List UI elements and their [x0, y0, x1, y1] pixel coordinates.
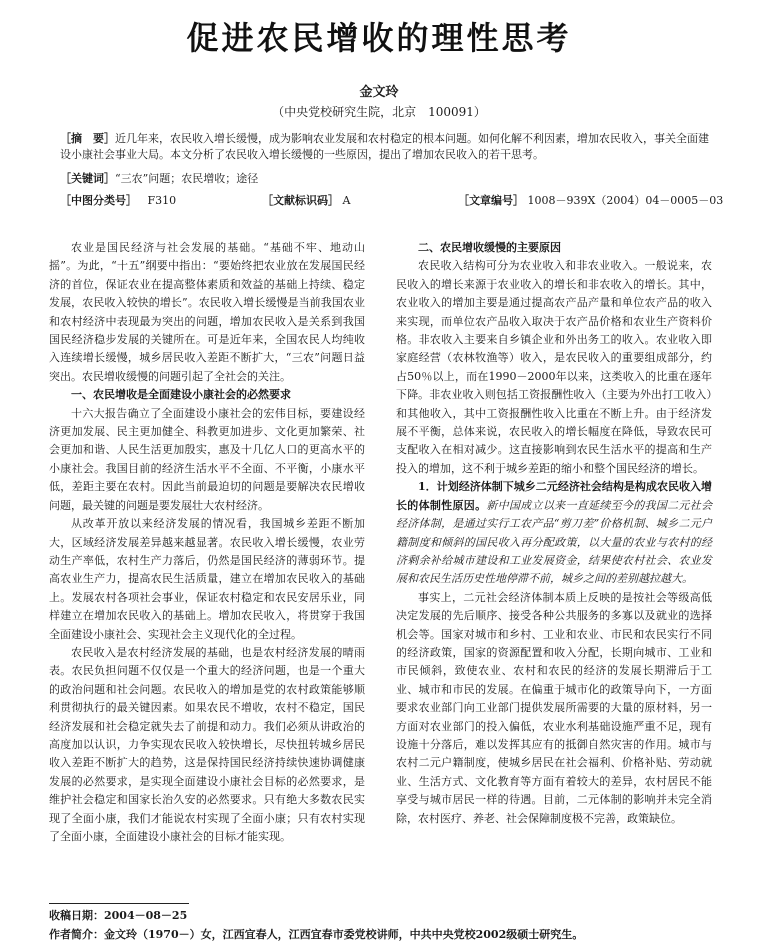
- keywords: [60, 171, 258, 187]
- body-paragraph: 农民收入结构可分为农业收入和非农业收入。一般说来，农民收入的增长来源于农业收入的增长和非农收入的增长。其中，农业收入的增加主要是通过提高农产品产量和单位农产品的收入来实现，而单位农产品收入取决于农产品价格和农业生产资料价格。非农收入主要来自乡镇企业和外出务工的收入。农业收入即家庭经营（农林牧渔等）收入，是农民收入的重要组成部分，约占50％以上，而在1990－2000年以来，这类收入的比重在逐年下降。非农业收入则包括工资报酬性收入（主要为外出打工收入）和其他收入，其中工资报酬性收入比重在不断上升。由于经济发展不平衡，总体来说，农民收入的增长幅度在降低，导致农民可支配收入在相对减少。这直接影响到农民生活水平的提高和生产投入的增加，这不利于城乡差距的缩小和整个国民经济的增长。: [396, 259, 712, 475]
- keywords-text: “三农”问题；农民增收；途径: [115, 172, 259, 185]
- author-affiliation: （中央党校研究生院，北京 100091）: [272, 105, 486, 119]
- body-paragraph: 事实上，二元社会经济体制本质上反映的是按社会等级高低决定发展的先后顺序、接受各种公共服务的多寡以及就业的选择机会等。国家对城市和乡村、工业和农业、市民和农民实行不同的经济政策，国家的资源配置和收入分配，长期向城市、工业和市民倾斜，致使农业、农村和农民的经济的发展长期滞后于工业、城市和市民的发展。在偏重于城市化的政策导向下，一方面要求农业部门向工业部门提供发展所需要的大量的原材料，另一方面对农业部门的投入偏低，农业水利基础设施严重不足，现有设施十分落后，难以发挥其应有的抵御自然灾害的作用。城市与农村二元户籍制度，使城乡居民在社会福利、价格补贴、劳动就业、生活方式、文化教育等方面有着较大的差异，农村居民不能享受与城市居民一样的待遇。目前，二元体制的影响并未完全消除，农村医疗、养老、社会保障制度极不完善，政策缺位。: [396, 590, 712, 825]
- abstract: [60, 131, 710, 163]
- author-bio: 作者简介：金文玲（1970－）女，江西宜春人，江西宜春市委党校讲师，中共中央党校2002级硕士研究生。: [49, 928, 584, 941]
- subsection-body: 新中国成立以来一直延续至今的我国二元社会经济体制，是通过实行工农产品“剪刀差”价格机制、城乡二元户籍制度和倾斜的国民收入再分配政策，以大量的农业与农村的经济剩余补给城市建设和工业发展资金，结果使农村社会、农业发展和农民生活历史性地停滞不前，城乡之间的差别越拉越大。: [396, 498, 713, 586]
- received-date: 收稿日期：2004－08－25: [49, 909, 188, 922]
- article-number-value: 1008－939X（2004）04－0005－03: [527, 194, 724, 207]
- keywords-label: ［关键词］: [60, 172, 115, 185]
- footnote-divider: [49, 903, 189, 904]
- body-paragraph: 十六大报告确立了全面建设小康社会的宏伟目标，要建设经济更加发展、民主更加健全、科教更加进步、文化更加繁荣、社会更加和谐、人民生活更加殷实，惠及十几亿人口的更高水平的小康社会。我国目前的经济生活水平不全面、不平衡，小康水平低，差距主要在农村。因此当前最迫切的问题是要解决农民增收问题，最关键的问题是要发展壮大农村经济。: [49, 406, 365, 512]
- subsection-title: 1．计划经济体制下城乡二元经济社会结构是构成农民收入增长的体制性原因。: [396, 480, 712, 512]
- left-column: [49, 239, 365, 846]
- section-heading-1: 一、农民增收是全面建设小康社会的必然要求: [71, 388, 291, 402]
- paper-title: 促进农民增收的理性思考: [186, 19, 572, 57]
- doc-code-label: ［文献标识码］: [262, 194, 339, 207]
- clc-value: F310: [147, 194, 177, 207]
- abstract-text: 近几年来，农民收入增长缓慢，成为影响农业发展和农村稳定的根本问题。如何化解不利因素，增加农民收入，事关全面建设小康社会事业大局。本文分析了农民收入增长缓慢的一些原因，提出了增加农民收入的若干思考。: [60, 132, 709, 161]
- article-number-label: ［文章编号］: [458, 194, 524, 207]
- body-paragraph: 农民收入是农村经济发展的基础，也是农村经济发展的晴雨表。农民负担问题不仅仅是一个重大的经济问题，也是一个重大的政治问题和社会问题。农民收入的增加是党的农村政策能够顺利贯彻执行的最关键因素。如果农民不增收，农村不稳定，国民经济发展和社会稳定就失去了前提和动力。我们必须从讲政治的高度加以认识，力争实现农民收入较快增长，尽快扭转城乡居民收入差距不断扩大的趋势，这是保持国民经济持续快速协调健康发展的必然要求，是实现全面建设小康社会目标的必然要求，是维护社会稳定和国家长治久安的必然要求。只有绝大多数农民实现了全面小康，我们才能说农村实现了全面小康；只有农村实现了全面小康，全面建设小康社会的目标才能实现。: [49, 645, 365, 843]
- author-name: 金文玲: [359, 85, 399, 100]
- clc-number: [60, 193, 176, 209]
- abstract-label: ［摘 要］: [60, 132, 115, 145]
- body-paragraph: 农业是国民经济与社会发展的基础。“基础不牢、地动山摇”。为此，“十五”纲要中指出：“要始终把农业放在发展国民经济的首位，保证农业在提高整体素质和效益的基础上持续、稳定发展，农民收入较快的增长”。农民收入增长缓慢是当前我国农业和农村经济中表现最为突出的问题，增加农民收入是关系到我国国民经济稳步发展的关键所在。可是近年来，全国农民人均纯收入连续增长缓慢，城乡居民收入差距不断扩大，“三农”问题日益突出。农民增收缓慢的问题引起了全社会的关注。: [49, 241, 365, 383]
- doc-code-value: A: [342, 194, 351, 207]
- clc-label: ［中图分类号］: [60, 194, 137, 207]
- document-code: [262, 193, 350, 209]
- section-heading-2: 二、农民增收缓慢的主要原因: [418, 241, 561, 254]
- article-number: [458, 193, 723, 209]
- subsection-paragraph: [396, 478, 712, 588]
- body-paragraph: 从改革开放以来经济发展的情况看，我国城乡差距不断加大，区域经济发展差异越来越显著。农民收入增长缓慢，农业劳动生产率低，农村生产力落后，仍然是国民经济的薄弱环节。提高农业生产力，提高农民生活质量，建立在增加农民收入的基础上。发展农村各项社会事业，保证农村稳定和农民安居乐业，同样建立在增加农民收入的基础上。增加农民收入，将贯穿于我国全面建设小康社会、实现社会主义现代化的全过程。: [49, 517, 365, 641]
- right-column: [396, 239, 712, 828]
